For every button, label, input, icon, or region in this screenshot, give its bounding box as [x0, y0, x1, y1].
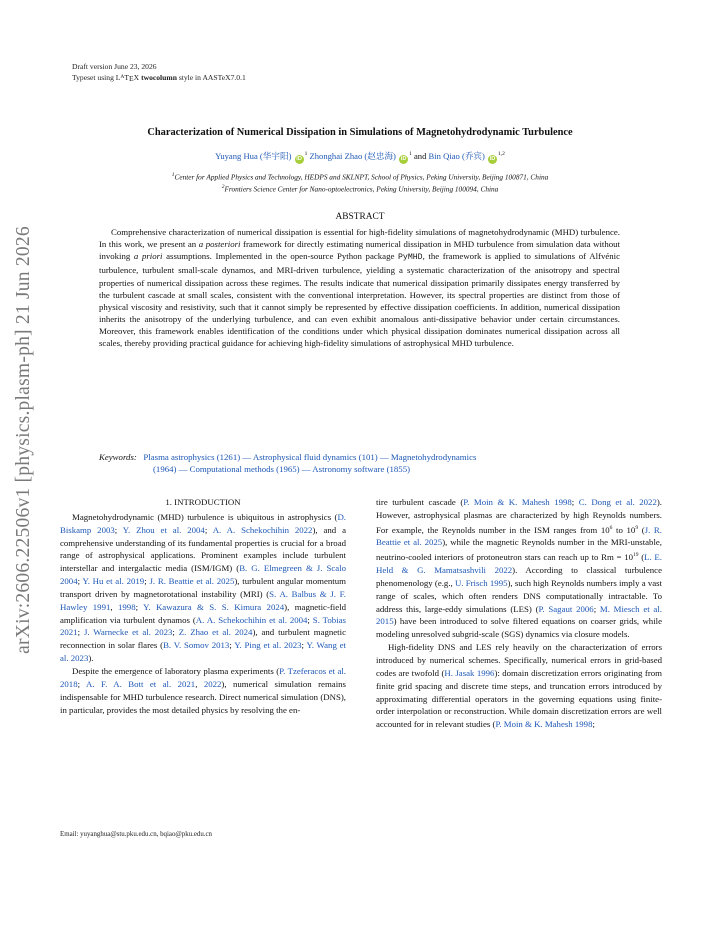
affiliation: $^2$Frontiers Science Center for Nano-optoelectronics, Peking University, Beijing 100094, China [221, 184, 499, 194]
typeset-line: Typeset using $L^ATEX$ twocolumn style in AASTeX7.0.1 [72, 73, 246, 83]
author-affil-sup: 1 [304, 151, 308, 158]
abstract-heading: ABSTRACT [335, 212, 385, 222]
arxiv-sidebar-stamp [4, 205, 44, 675]
arxiv-identifier: arXiv:2606.22506v1 [physics.plasm-ph] 21 Jun 2026 [13, 226, 34, 654]
keywords-links[interactable]: Plasma astrophysics (1261) — Astrophysical fluid dynamics (101) — Magnetohydrodynamics [143, 452, 477, 462]
author-name[interactable]: Yuyang Hua (华宇阳) [215, 151, 292, 161]
orcid-icon[interactable]: iD [489, 156, 496, 162]
keywords-label: Keywords: [99, 452, 137, 462]
paper-title: Characterization of Numerical Dissipation in Simulations of Magnetohydrodynamic Turbulence [147, 127, 573, 138]
author-and: and [413, 151, 427, 161]
right-column [376, 496, 662, 731]
draft-version: Draft version June 23, 2026 [72, 62, 157, 71]
body-paragraph: tire turbulent cascade (P. Moin & K. Mahesh 1998; C. Dong et al. 2022). However, astrophysical plasmas are characterized by high Reynolds numbers. For example, the Reynolds number in the ISM ranges from $10^6$ to $10^9$ (J. R. Beattie et al. 2025), while the magnetic Reynolds number in the MRI-unstable, neutrino-cooled interiors of protoneutron stars can reach up to $Rm = 10^{19}$ (L. E. Held & G. Mamatsashvili 2022). According to classical turbulence phenomenology (e.g., U. Frisch 1995), such high Reynolds numbers imply a vast range of scales, which often renders DNS computationally intractable. To address this, large-eddy simulations (LES) (P. Sagaut 2006; M. Miesch et al. 2015) have been introduced to solve filtered equations on coarser grids, while modeling unresolved subgrid-scale (SGS) dynamics via closure models. [376, 497, 662, 640]
preprint-header [72, 62, 246, 84]
body-paragraph: High-fidelity DNS and LES rely heavily on the characterization of errors introduced by numerical schemes. Specifically, numerical errors in grid-based codes are twofold (H. Jasak 1996): domain discretization errors originating from finite grid spacing and discrete time steps, and truncation errors introduced by approximating differential operators in the governing equations using finite-order interpolation or reconstruction. While domain discretization errors are well accounted for in relevant studies (P. Moin & K. Mahesh 1998; [376, 642, 662, 730]
author-affil-sup: 1,2 [498, 151, 505, 158]
author-affil-sup: 1 [409, 151, 412, 158]
author-list [60, 150, 660, 164]
body-paragraph: Despite the emergence of laboratory plasma experiments (P. Tzeferacos et al. 2018; A. F. A. Bott et al. 2021, 2022), numerical simulation remains indispensable for MHD turbulence research. Direct numerical simulation (DNS), in particular, provides the most detailed physics by resolving the en- [60, 665, 346, 715]
author-name[interactable]: Zhonghai Zhao (赵忠海) [309, 151, 396, 161]
keywords [99, 451, 620, 476]
affiliation: $^1$Center for Applied Physics and Technology, HEDPS and SKLNPT, School of Physics, Peking University, Beijing 100871, China [171, 172, 549, 182]
author-name[interactable]: Bin Qiao (乔宾) [428, 151, 485, 161]
abstract-text: Comprehensive characterization of numerical dissipation is essential for high-fidelity simulations of magnetohydrodynamic (MHD) turbulence. In this work, we present an a posteriori framework for directly estimating numerical dissipation in MHD turbulence from simulation data without invoking a priori assumptions. Implemented in the open-source Python package PyMHD, the framework is applied to simulations of Alfvénic turbulence, turbulent small-scale dynamos, and MRI-driven turbulence, yielding a systematic characterization of the anisotropy and spectral properties of numerical dissipation across these regimes. The results indicate that numerical dissipation primarily dissipates energy transferred by the turbulent cascade at small scales, consistent with the conventional interpretation. However, its spectral properties are distinct from those of physical viscosity and resistivity, such that it cannot simply be represented by effective dissipation coefficients. In addition, numerical dissipation inherits the anisotropy of the underlying turbulence, and can even exhibit anomalous anti-dissipative behavior under certain circumstances. Moreover, this framework enables identification of the conditions under which physical dissipation dominates numerical dissipation across all scales, thereby providing practical guidance for achieving high-fidelity simulations of astrophysical MHD turbulence. [99, 227, 620, 349]
footnote-email: Email: yuyanghua@stu.pku.edu.cn, bqiao@pku.edu.cn [60, 831, 213, 838]
orcid-icon[interactable]: iD [296, 156, 302, 162]
left-column [60, 496, 346, 716]
section-heading: 1. INTRODUCTION [165, 497, 241, 507]
keywords-links[interactable]: (1964) — Computational methods (1965) — Astronomy software (1855) [153, 464, 411, 475]
body-paragraph: Magnetohydrodynamic (MHD) turbulence is ubiquitous in astrophysics (D. Biskamp 2003; Y. Zhou et al. 2004; A. A. Schekochihin 2022), and a comprehensive understanding of its fundamental properties is crucial for a broad range of astrophysical applications. Prominent examples include turbulent interstellar and intergalactic media (ISM/IGM) (B. G. Elmegreen & J. Scalo 2004; Y. Hu et al. 2019; J. R. Beattie et al. 2025), turbulent angular momentum transport driven by magnetorotational instability (MRI) (S. A. Balbus & J. F. Hawley 1991, 1998; Y. Kawazura & S. S. Kimura 2024), magnetic-field amplification via turbulent dynamos (A. A. Schekochihin et al. 2004; S. Tobias 2021; J. Warnecke et al. 2023; Z. Zhao et al. 2024), and turbulent magnetic reconnection in solar flares (B. V. Somov 2013; Y. Ping et al. 2023; Y. Wang et al. 2023). [60, 511, 347, 664]
orcid-icon[interactable]: iD [400, 156, 407, 162]
